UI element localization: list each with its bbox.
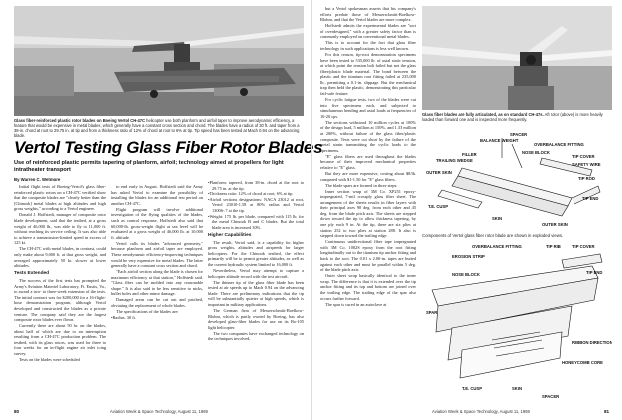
caption-lead: Glass fiber-reinforced plastic rotor blades on Boeing Vertol CH-47C (14, 118, 146, 123)
paragraph: This is to account for the fact that glass fiber technology in such applications is less well known. (320, 40, 416, 51)
label-overbalance-fitting: OVERBALANCE FITTING (534, 142, 584, 147)
paragraph: Outer sheet wrap basically identical to the inner wrap. The difference is that it is extended over the tip anchor fitting and its top and bottom are joined over the trailing edge. The trailing edge of the spar also occurs farther forward. (320, 273, 416, 301)
page-footer: Aviation Week & Space Technology, August 11, 1969 (110, 409, 208, 414)
article-byline: By Warren C. Wetmore (14, 177, 61, 182)
label-trailing-wedge: TRAILING WEDGE (436, 158, 473, 163)
paragraph: Tests on the blades were scheduled (19, 357, 80, 363)
label-tip-rod: TIP ROD (578, 176, 595, 181)
article-deck: Use of reinforced plastic permits tapering of planform, airfoil; technology aimed at propellers for light intratheater transport (14, 160, 284, 173)
label-te-cusp: T.E. CUSP (428, 204, 449, 209)
label-tip-end: TIP END (586, 270, 603, 275)
paragraph: Flight program will involve additional investigation of the flying qualities of the blades, such as control response, Hoffstedt also said that 60,000-lb. gross-weight flight at sea level will be evaluated at a gross weight of 46,000 lb. at 10,000 ft. altitude. (111, 206, 203, 240)
spec-item: • Airfoil sections designations: NACA 23012 at root, Vertol 23010-1.58 at 80% radius and Vertol 13006-.7 at the tip. (208, 197, 304, 214)
spec-item: • Thickness ratio: 12% of chord at root; 6% at tip. (208, 191, 304, 197)
paragraph: But they are more expensive, costing about $8/lb. compared with $1-1.50 for "E" glass fibers. (320, 170, 416, 182)
label-outer-skin-bottom: OUTER SKIN (542, 222, 568, 227)
subheading: Higher Capabilities (208, 232, 252, 238)
label-safety-wire: SAFETY WIRE (572, 162, 601, 167)
label-outer-skin-top: OUTER SKIN (426, 170, 452, 175)
blade-exploded-diagram-tip (422, 128, 612, 232)
paragraph: Donald J. Hoffstedt, manager of composite rotor blade development, said that the testbed, at a gross weight of 46,000 lb., was able to fly to 11,000 ft. without reaching its service ceiling. It was also able to achieve a transmission-limited speed in excess of 125 kt. (14, 212, 106, 246)
spec-list (111, 315, 203, 321)
paragraph: Damaged areas can be cut out and patched, obviating the replacement of whole blades. (111, 297, 203, 309)
label-nose-block: NOSE BLOCK (452, 272, 480, 277)
label-skin: SKIN (512, 386, 523, 391)
paragraph: Inner section wrap of 3M Co. XP251 epoxy-impregnated, 7-mil crossply glass fiber sheet. The arrangement of the sheets results in fiber layers with their principal axes 90 deg. from each other and 45 deg. from the blade pitch axis. The sheets are stepped down toward the tip to allow thickness tapering, by one ply each 9 in. At the tip, there are six plies at station 252 to two plies at station 288. It also is stepped down toward the trailing edge. (320, 188, 416, 239)
paragraph: The CH-47C with metal blades, in contrast, could only make about 9,000 ft. at that gross weight, and averaged approximately 50 kt. slower at lower altitudes. (14, 246, 106, 269)
paragraph: The spar is cured in an autoclave at (325, 301, 387, 307)
right-column-1 (320, 6, 416, 308)
label-tip-rib: TIP RIB (546, 244, 561, 249)
label-skin: SKIN (492, 216, 503, 221)
paragraph: "E" glass fibers are used throughout the blades because of their improved mechanical properties relative to "E" glass. (320, 153, 416, 170)
paragraph: Vertol calls its blades "advanced geometry," because planform and airfoil taper are employed. These aerodynamic efficiency-improving techniques would be very expensive for metal blades. The latter generally have a constant cross section and chord. (111, 240, 203, 269)
label-tip-cover: TIP COVER (572, 154, 595, 159)
page-number: 81 (604, 409, 610, 414)
label-tip-cover: TIP COVER (572, 244, 595, 249)
label-filler: FILLER (462, 152, 477, 157)
paragraph: For this reason, tip-root demonstration specimens have been tested to 535,000 lb. of axial static tension, at which point the tension bolt failed but not the glass fiber/plastic blade material. The bond between the plastic and the titanium root fitting failed at 235,000 lb., permitting a 0.1-in. slippage. But the mechanical trap then held the plastic, demonstrating this particular fail-safe feature. (320, 51, 416, 97)
label-balance-weight: BALANCE WEIGHT (480, 138, 519, 143)
left-column-1 (14, 184, 106, 363)
label-ribbon-direction: RIBBON DIRECTION (572, 340, 612, 345)
paragraph: For cyclic fatigue tests, two of the blades were cut into five specimens each, and subjected to simultaneous bending and axial loads at frequencies of 10-20 cps. (320, 97, 416, 119)
paragraph: Nevertheless, Vertol may attempt to capture a helicopter altitude record with the test aircraft. (208, 267, 304, 279)
paragraph: The two companies have exchanged technology on the techniques involved, (208, 330, 304, 342)
label-honeycomb-core: HONEYCOMB CORE (562, 360, 603, 365)
page-footer: Aviation Week & Space Technology, August 11, 1969 (432, 409, 530, 414)
paragraph: The specifications of the blades are: (116, 309, 179, 315)
paragraph: The thinner tip of the glass fiber blade has been tested at air speeds up to Mach 0.94 on the advancing blade. There are preliminary indications that the tip will be substantially quieter at high speeds, which is important in military applications. (208, 279, 304, 307)
paragraph: Continuous unidirectional fiber tape impregnated with 3M Co. 1002S epoxy from the root fitting longitudinally out to the titanium tip anchor fitting and back to the root. The 0.01 x 2.00-in. tapes are butted against each other and must be parallel within 5 deg. of the blade pitch axis. (320, 239, 416, 273)
spec-list (208, 180, 304, 230)
label-te-cusp: T.E. CUSP (462, 386, 483, 391)
label-spacer: SPACER (542, 394, 560, 399)
rotor-hub-photo (422, 6, 612, 110)
subheading: Tests Extended (14, 271, 50, 277)
paragraph: Hoffstedt admits the experimental blades are "sort of overdesigned," with a greater safety factor than is commonly employed on conventional metal blades. (320, 23, 416, 40)
caption-lead: Glass fiber blades are fully articulated, as on standard CH-47s. (422, 112, 544, 117)
caption-body: Aft rotor (above) is more heavily loaded than forward one and is inspected more frequently. (422, 112, 603, 122)
spec-item: • Planform: tapered, from 38-in. chord at the root to 29.75 in. at the tip. (208, 180, 304, 191)
paragraph: "Each airfoil section along the blade is chosen for maximum efficiency at that station," Hoffstedt said. "Glass fiber can be molded into any reasonable shape." It is also said to be less sensitive to nicks, bullet holes and other minor damage. (111, 269, 203, 297)
paragraph: The result, Vertol said, is a capability for higher gross weights, altitudes and airspeeds for larger helicopters. For the Chinook testbed, the effect primarily will be to permit greater altitudes, as well as the current hydraulic system limited to 16,000 ft. (208, 239, 304, 267)
article-headline: Vertol Testing Glass Fiber Rotor Blades (14, 138, 323, 157)
paragraph: Initial flight tests of Boeing-Vertol's glass fiber-reinforced plastic rotors on a CH-47C verified show that the composite blades are "clearly better than the [Chinook] metal blades at high altitudes and high gross weights," according to a Vertol engineer. (14, 184, 106, 212)
label-nose-block: NOSE BLOCK (522, 150, 550, 155)
page-number: 80 (14, 409, 20, 414)
right-photo-caption (422, 112, 612, 122)
paragraph: Currently there are about 50 hr. on the blades, about half of which are due to an interruption resulting from a CH-47C production problem. The testbed, with its glass rotors, was used for three to four weeks for an in-flight engine air inlet icing survey. (14, 323, 106, 357)
caption-body: helicopter use both planform and airfoil taper to improve aerodynamic efficiency, a feature that would be expensive in metal blades, which generally have a constant cross section and chord. The blades have a radius of 30 ft. and taper from a 38-in. chord at root to 29.75 in. at tip and from a thickness ratio of 12% of chord at root to 6% at tip. Tip speed has been tested at Mach 0.94 on the advancing blade. (14, 118, 300, 138)
paragraph: The sections withstood 10 million cycles at 100% of the design load, 5 million at 150%, and 1.33 million at 200%, without failure of the glass fiber/plastic composite. Tests were cut short by the failure of the metal strain transmitting the cyclic loads to the specimens. (320, 119, 416, 153)
paragraph: The success of the first tests has prompted the Army's Aviation Materiel Laboratory, Ft. Eustis, Va., to award a two- to three-week extension of the tests. The initial contract was for $200,000 for a 16-flight-hour demonstration program, although Vertol developed and constructed the blades as a private venture. The company said they are the largest composite rotor blades ever flown. (14, 277, 106, 323)
label-spacer: SPACER (510, 132, 528, 137)
label-erosion-strip: EROSION STRIP (452, 254, 485, 259)
right-page (311, 0, 622, 420)
spec-item: • Weight: 175 lb. per blade, compared with 115 lb. for the metal Chinook B and C blades. But the total blade area is increased 30%. (208, 214, 304, 231)
spec-item: • Radius. 30 ft. (111, 315, 203, 321)
label-overbalance-fitting: OVERBALANCE FITTING (472, 244, 522, 249)
left-column-3 (208, 140, 304, 342)
paragraph: The blade spars are formed in three steps: (325, 182, 398, 188)
label-spar: SPAR (426, 310, 438, 315)
left-column-2 (111, 184, 203, 321)
label-tip-end: TIP END (582, 196, 599, 201)
paragraph: to end early in August. Hoffstedt said the Army has asked Vertol to examine the possibility of installing the blades for an additional test period on another CH-47C. (111, 184, 203, 206)
blade-exploded-diagram-section (422, 240, 612, 406)
left-photo-caption (14, 118, 304, 138)
helicopter-rotor-photo (14, 6, 304, 116)
diagram-caption: Components of Vertol glass fiber rotor blade are shown in exploded views. (422, 233, 564, 238)
paragraph: but a Vertol spokesman asserts that his company's efforts predate those of Messerschmitt-Boelkow-Blohm, and that the Vertol blades are more complex. (320, 6, 416, 23)
paragraph: The German firm of Messerschmitt-Boelkow-Blohm, which is partly owned by Boeing, has also developed glass-fiber blades for use on its Bo-105 light helicopter. (208, 307, 304, 330)
